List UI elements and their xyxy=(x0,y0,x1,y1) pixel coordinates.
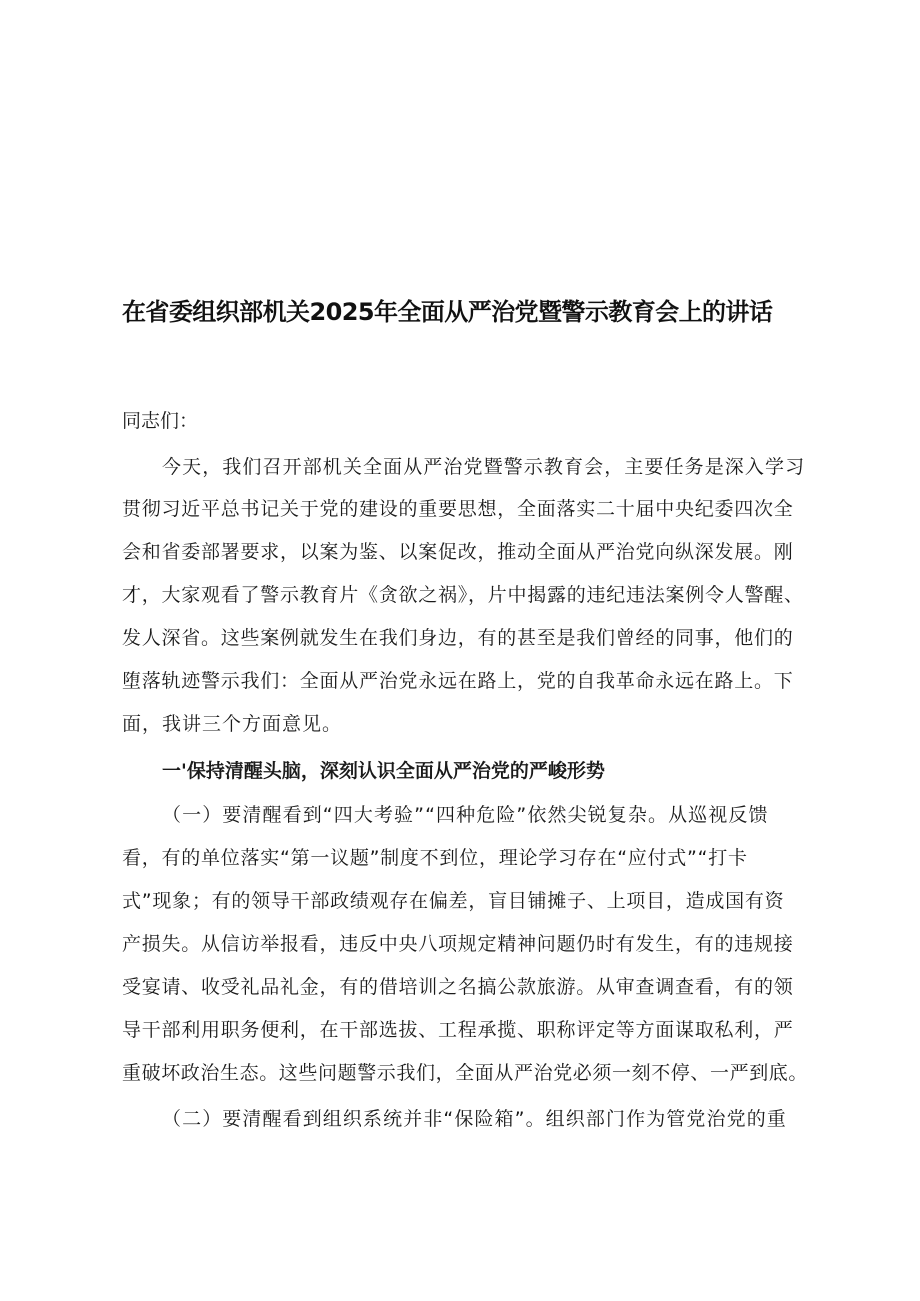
paragraph-line: （二）要清醒看到组织系统并非“保险箱”。组织部门作为管党治党的重 xyxy=(162,1108,787,1130)
paragraph-line: 发人深省。这些案例就发生在我们身边，有的甚至是我们曾经的同事，他们的 xyxy=(122,627,794,649)
paragraph-line: 会和省委部署要求，以案为鉴、以案促改，推动全面从严治党向纵深发展。刚 xyxy=(122,541,794,563)
paragraph-line: 导干部利用职务便利，在干部选拔、工程承揽、职称评定等方面谋取私利，严 xyxy=(122,1019,794,1041)
document-title: 在省委组织部机关2025年全面从严治党暨警示教育会上的讲话 xyxy=(122,298,773,326)
paragraph-line: （一）要清醒看到“四大考验”“四种危险”依然尖锐复杂。从巡视反馈 xyxy=(162,804,769,826)
paragraph-line: 式”现象；有的领导干部政绩观存在偏差，盲目铺摊子、上项目，造成国有资 xyxy=(122,890,785,912)
paragraph-line: 受宴请、收受礼品礼金，有的借培训之名搞公款旅游。从审查调查看，有的领 xyxy=(122,976,794,998)
paragraph-line: 产损失。从信访举报看，违反中央八项规定精神问题仍时有发生，有的违规接 xyxy=(122,933,794,955)
paragraph-line: 贯彻习近平总书记关于党的建设的重要思想，全面落实二十届中央纪委四次全 xyxy=(122,498,794,520)
salutation: 同志们： xyxy=(122,410,199,432)
paragraph-line: 今天，我们召开部机关全面从严治党暨警示教育会，主要任务是深入学习 xyxy=(162,456,806,478)
paragraph-line: 才，大家观看了警示教育片《贪欲之祸》，片中揭露的违纪违法案例令人警醒、 xyxy=(122,584,804,606)
paragraph-line: 面，我讲三个方面意见。 xyxy=(122,713,343,735)
paragraph-line: 重破坏政治生态。这些问题警示我们，全面从严治党必须一刻不停、一严到底。 xyxy=(122,1062,809,1084)
paragraph-line: 堕落轨迹警示我们：全面从严治党永远在路上，党的自我革命永远在路上。下 xyxy=(122,670,794,692)
section-heading: 一'保持清醒头脑，深刻认识全面从严治党的严峻形势 xyxy=(162,760,605,782)
paragraph-line: 看，有的单位落实“第一议题”制度不到位，理论学习存在“应付式”“打卡 xyxy=(122,847,748,869)
